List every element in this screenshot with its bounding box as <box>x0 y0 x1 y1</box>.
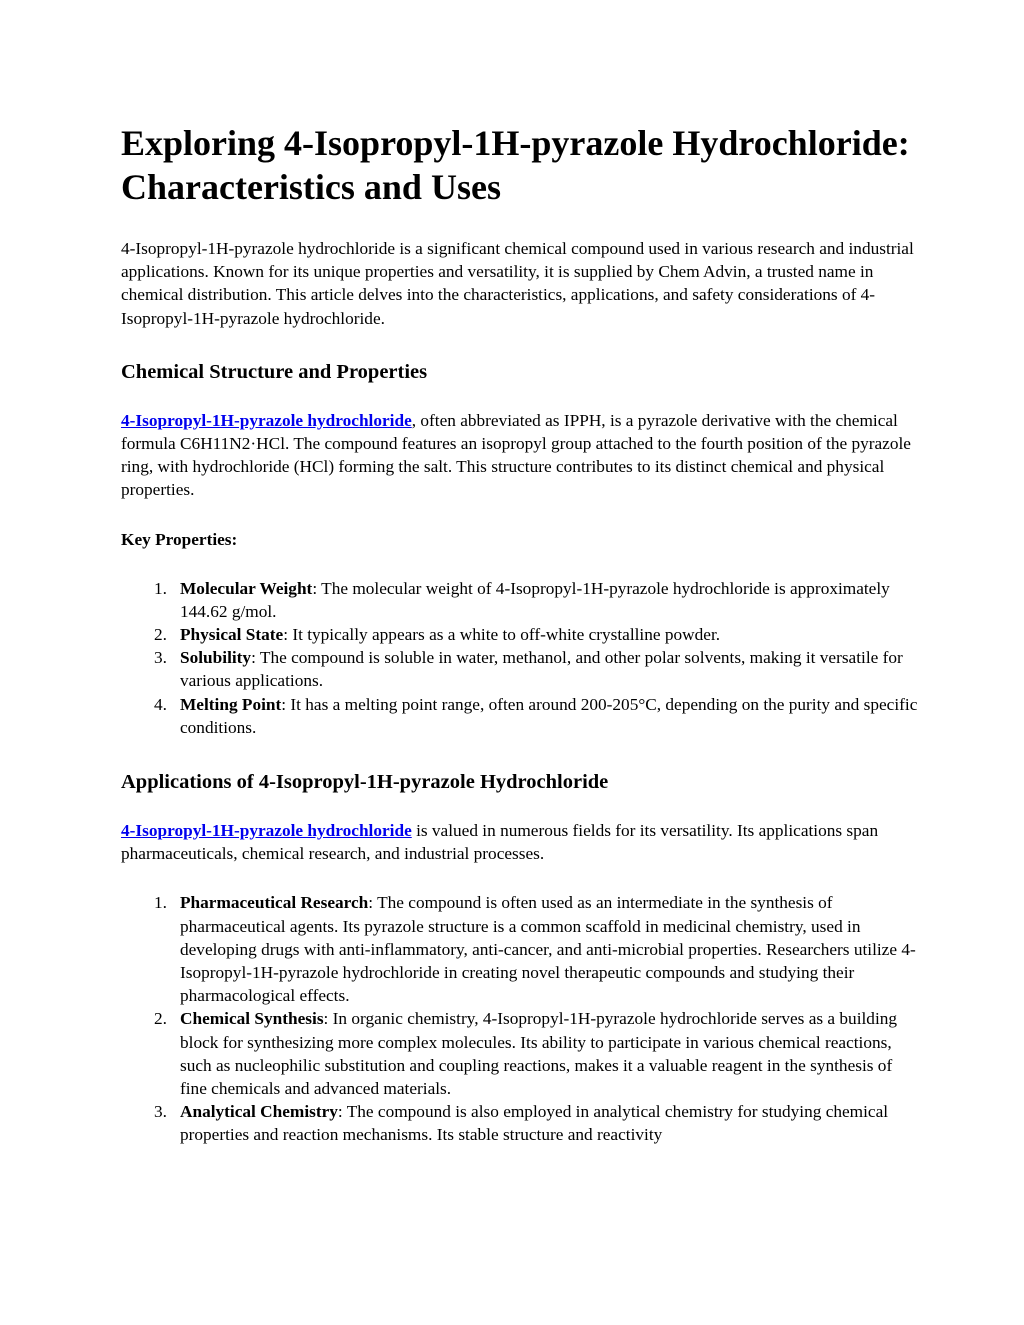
list-term: Pharmaceutical Research <box>180 893 369 913</box>
list-term: Physical State <box>180 625 284 645</box>
product-link[interactable]: 4-Isopropyl-1H-pyrazole hydrochloride <box>121 821 412 841</box>
list-text: : The compound is often used as an intermediate in the synthesis of pharmaceutical agents. Its pyrazole structure is a common scaffold in medicinal chemistry, used in developing drugs with anti-inflammatory, anti-cancer, and anti-microbial properties. Researchers utilize 4-Isopropyl-1H-pyrazole hydrochloride in creating novel therapeutic compounds and studying their pharmacological effects. <box>180 893 916 1006</box>
list-number: 2. <box>154 1009 167 1029</box>
list-number: 2. <box>154 625 167 645</box>
applications-list <box>121 891 921 1146</box>
list-item <box>121 1100 921 1146</box>
key-properties-heading: Key Properties: <box>121 529 238 549</box>
list-number: 3. <box>154 1102 167 1122</box>
applications-paragraph <box>121 819 921 865</box>
list-item <box>121 1007 921 1100</box>
list-text: : The molecular weight of 4-Isopropyl-1H-pyrazole hydrochloride is approximately 144.62 g/mol. <box>180 578 890 621</box>
section-heading-structure: Chemical Structure and Properties <box>121 360 428 383</box>
list-term: Molecular Weight <box>180 578 313 598</box>
list-item <box>121 623 921 646</box>
list-term: Chemical Synthesis <box>180 1009 324 1029</box>
list-item <box>121 891 921 1007</box>
intro-paragraph: 4-Isopropyl-1H-pyrazole hydrochloride is a significant chemical compound used in various research and industrial applications. Known for its unique properties and versatility, it is supplied by Chem Advin, a trusted name in chemical distribution. This article delves into the characteristics, applications, and safety considerations of 4-Isopropyl-1H-pyrazole hydrochloride. <box>121 239 914 328</box>
key-properties-list <box>121 577 921 739</box>
structure-paragraph <box>121 409 921 502</box>
list-text: : The compound is also employed in analytical chemistry for studying chemical properties and reaction mechanisms. Its stable structure and reactivity <box>180 1102 889 1145</box>
list-number: 1. <box>154 893 167 913</box>
list-number: 3. <box>154 648 167 668</box>
applications-paragraph-text: is valued in numerous fields for its versatility. Its applications span pharmaceuticals, chemical research, and industrial processes. <box>121 821 879 864</box>
structure-paragraph-text: , often abbreviated as IPPH, is a pyrazole derivative with the chemical formula C6H11N2·HCl. The compound features an isopropyl group attached to the fourth position of the pyrazole ring, with hydrochloride (HCl) forming the salt. This structure contributes to its distinct chemical and physical properties. <box>121 410 911 500</box>
product-link[interactable]: 4-Isopropyl-1H-pyrazole hydrochloride <box>121 410 412 430</box>
list-item <box>121 693 921 739</box>
list-text: : The compound is soluble in water, methanol, and other polar solvents, making it versatile for various applications. <box>180 648 903 691</box>
list-item <box>121 646 921 692</box>
list-term: Melting Point <box>180 694 282 714</box>
page-title: Exploring 4-Isopropyl-1H-pyrazole Hydrochloride: Characteristics and Uses <box>121 123 910 207</box>
document-page <box>121 121 921 1147</box>
section-heading-applications: Applications of 4-Isopropyl-1H-pyrazole Hydrochloride <box>121 771 609 794</box>
list-text: : In organic chemistry, 4-Isopropyl-1H-pyrazole hydrochloride serves as a building block for synthesizing more complex molecules. Its ability to participate in various chemical reactions, such as nucleophilic substitution and coupling reactions, makes it a valuable reagent in the synthesis of fine chemicals and advanced materials. <box>180 1009 898 1099</box>
list-text: : It has a melting point range, often around 200-205°C, depending on the purity and specific conditions. <box>180 694 918 737</box>
list-number: 1. <box>154 578 167 598</box>
list-text: : It typically appears as a white to off-white crystalline powder. <box>283 625 721 645</box>
list-term: Solubility <box>180 648 252 668</box>
list-term: Analytical Chemistry <box>180 1102 338 1122</box>
list-number: 4. <box>154 694 167 714</box>
list-item <box>121 577 921 623</box>
